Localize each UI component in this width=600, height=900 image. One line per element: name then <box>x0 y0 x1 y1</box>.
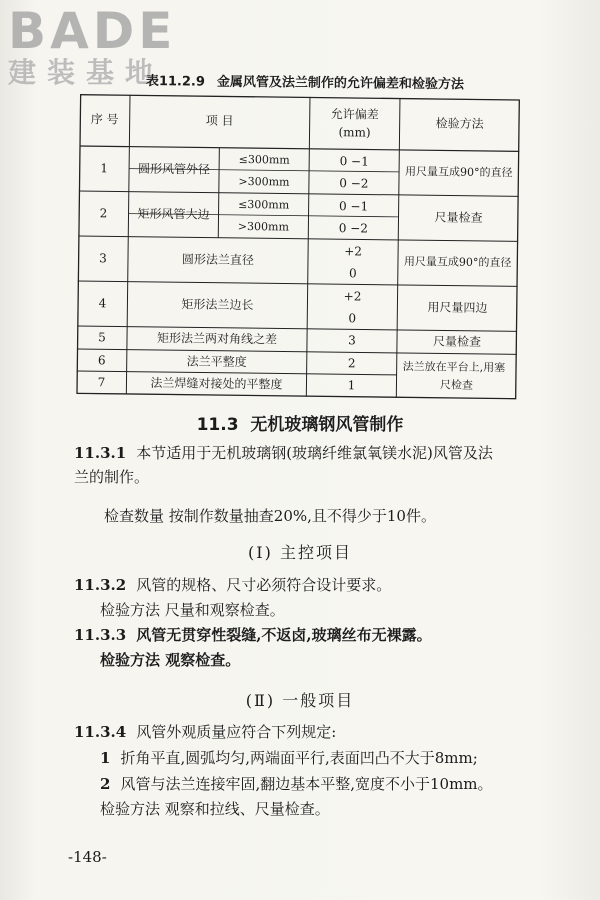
section-heading <box>0 410 600 435</box>
clause-text: 风管无贯穿性裂缝,不返卤,玻璃丝布无裸露。 <box>136 626 432 644</box>
r2-item: 矩形风管大边 <box>137 206 210 222</box>
r67-method-line1: 法兰放在平台上,用塞 <box>402 359 506 375</box>
r5-tol: 3 <box>348 333 356 348</box>
r1-tol1: 0 −1 <box>339 154 369 169</box>
clause-11-3-2-method: 检验方法 尺量和观察检查。 <box>100 601 285 619</box>
subheading-general: (Ⅱ) 一般项目 <box>245 691 355 710</box>
clause-11-3-3-method: 检验方法 观察检查。 <box>100 651 241 669</box>
clause-text: 风管外观质量应符合下列规定: <box>136 723 337 741</box>
header-tolerance: 允许偏差 <box>330 107 379 122</box>
r5-method: 尺量检查 <box>432 334 482 349</box>
clause-number: 11.3.3 <box>74 626 127 644</box>
header-method: 检验方法 <box>435 116 484 131</box>
watermark-brand: BADE <box>8 2 177 60</box>
header-tolerance-unit: (mm) <box>338 125 371 140</box>
r6-tol: 2 <box>347 356 356 371</box>
clause-11-3-2 <box>74 574 391 596</box>
r4-tol2: 0 <box>348 311 357 326</box>
clause-11-3-4 <box>74 721 336 743</box>
clause-11-3-1-cont: 兰的制作。 <box>74 468 150 486</box>
page-number: -148- <box>68 848 107 866</box>
clause-number: 11.3.2 <box>74 576 127 594</box>
clause-11-3-1 <box>74 442 493 464</box>
subheading-main-control: (Ⅰ) 主控项目 <box>248 543 352 562</box>
r4-tol1: +2 <box>343 289 362 304</box>
r7-tol: 1 <box>347 378 356 393</box>
r2-method: 尺量检查 <box>434 210 483 225</box>
watermark-subtitle: 建装基地 <box>8 56 165 89</box>
r5-seq: 5 <box>98 330 106 345</box>
table-caption <box>146 70 464 92</box>
r2-tol2: 0 −2 <box>338 221 369 236</box>
r2-sub1: ≤300mm <box>238 197 290 212</box>
r3-tol2: 0 <box>348 266 357 281</box>
r7-item: 法兰焊缝对接处的平整度 <box>150 375 283 392</box>
r1-method: 用尺量互成90°的直径 <box>404 164 513 180</box>
clause-11-3-4-method: 检验方法 观察和拉线、尺量检查。 <box>100 800 330 818</box>
r2-sub2: >300mm <box>237 219 290 234</box>
clause-11-3-3 <box>74 624 432 646</box>
r1-sub2: >300mm <box>238 174 290 189</box>
clause-11-3-4-item-2 <box>100 773 493 795</box>
section-number: 11.3 <box>196 415 239 435</box>
r6-item: 法兰平整度 <box>186 354 247 370</box>
clause-number: 11.3.4 <box>74 723 127 741</box>
clause-11-3-4-item-1 <box>100 747 478 769</box>
table-caption-number: 表11.2.9 <box>145 73 206 90</box>
item-text: 折角平直,圆弧均匀,两端面平行,表面凹凸不大于8mm; <box>120 749 478 767</box>
section-title: 无机玻璃钢风管制作 <box>250 415 404 435</box>
clause-number: 11.3.1 <box>74 444 127 462</box>
r3-tol1: +2 <box>344 244 363 259</box>
r1-tol2: 0 −2 <box>339 176 369 191</box>
header-item: 项 目 <box>205 113 234 128</box>
r2-tol1: 0 −1 <box>338 199 369 214</box>
r1-item: 圆形风管外径 <box>137 161 211 177</box>
r4-seq: 4 <box>98 296 107 311</box>
r67-method-line2: 尺检查 <box>439 378 474 392</box>
r6-seq: 6 <box>97 353 106 368</box>
clause-text: 本节适用于无机玻璃钢(玻璃纤维氯氧镁水泥)风管及法 <box>136 444 493 462</box>
item-number: 2 <box>100 775 111 793</box>
header-seq: 序 号 <box>90 112 119 127</box>
r2-seq: 2 <box>99 206 108 221</box>
r3-item: 圆形法兰直径 <box>181 252 255 268</box>
r4-method: 用尺量四边 <box>427 300 488 315</box>
item-number: 1 <box>100 749 111 767</box>
r1-sub1: ≤300mm <box>238 152 290 167</box>
item-text: 风管与法兰连接牢固,翻边基本平整,宽度不小于10mm。 <box>120 775 493 793</box>
r4-item: 矩形法兰边长 <box>181 297 254 313</box>
r7-seq: 7 <box>97 375 106 390</box>
inspection-quantity: 检查数量 按制作数量抽查20%,且不得少于10件。 <box>104 507 436 525</box>
tolerance-table <box>76 94 520 399</box>
r5-item: 矩形法兰两对角线之差 <box>156 330 278 347</box>
r1-seq: 1 <box>100 161 108 176</box>
clause-text: 风管的规格、尺寸必须符合设计要求。 <box>136 576 392 594</box>
table-caption-title: 金属风管及法兰制作的允许偏差和检验方法 <box>216 74 465 93</box>
r3-seq: 3 <box>99 251 107 266</box>
r3-method: 用尺量互成90°的直径 <box>403 254 512 270</box>
